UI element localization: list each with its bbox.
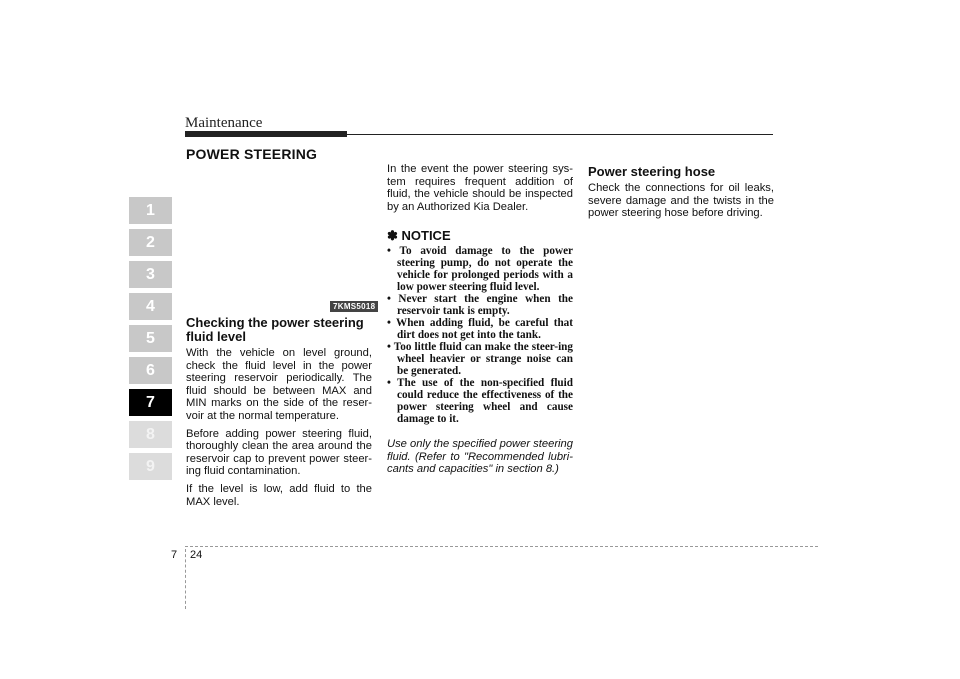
notice-list — [387, 245, 573, 425]
notice-item: • Too little fluid can make the steer-ing wheel heavier or strange noise can be generated. — [387, 340, 573, 377]
subheading-fluid-level: Checking the power steering fluid level — [186, 315, 364, 344]
section-title: POWER STEERING — [186, 146, 318, 162]
column-3 — [588, 165, 774, 225]
column-1 — [186, 316, 372, 513]
image-label: 7KMS5018 — [330, 301, 378, 312]
paragraph: Check the connections for oil leaks, severe damage and the twists in the power steering hose before driving. — [588, 182, 774, 220]
notice-item: • To avoid damage to the power steering pump, do not operate the vehicle for prolonged periods with a low power steering fluid level. — [387, 244, 573, 293]
chapter-tab-2[interactable]: 2 — [129, 229, 172, 256]
paragraph: With the vehicle on level ground, check the fluid level in the power steering reservoir periodically. The fluid should be between MAX and MIN marks on the side of the reser-voir at the normal temperature. — [186, 347, 372, 422]
chapter-tab-7[interactable]: 7 — [129, 389, 172, 416]
footer-rule — [185, 546, 818, 547]
footer-page-number: 24 — [190, 549, 203, 561]
chapter-tab-8[interactable]: 8 — [129, 421, 172, 448]
notice-item: • When adding fluid, be careful that dirt does not get into the tank. — [387, 316, 573, 341]
chapter-tabs — [129, 197, 172, 485]
paragraph: In the event the power steering sys-tem requires frequent addition of fluid, the vehicle should be inspected by an Authorized Kia Dealer. — [387, 163, 573, 213]
column-2 — [387, 163, 573, 481]
notice-item: • The use of the non-specified fluid could reduce the effectiveness of the power steering wheel and cause damage to it. — [387, 376, 573, 425]
chapter-tab-5[interactable]: 5 — [129, 325, 172, 352]
subheading-hose: Power steering hose — [588, 164, 716, 179]
chapter-tab-1[interactable]: 1 — [129, 197, 172, 224]
chapter-tab-6[interactable]: 6 — [129, 357, 172, 384]
paragraph: If the level is low, add fluid to the MAX level. — [186, 482, 372, 508]
header-rule-thin — [347, 134, 773, 135]
footer-divider — [185, 549, 186, 609]
notice-item: • Never start the engine when the reservoir tank is empty. — [387, 292, 573, 317]
header-rule-thick — [185, 131, 347, 137]
notice-title: ✽ NOTICE — [387, 228, 451, 244]
italic-note: Use only the specified power steering fluid. (Refer to "Recommended lubri-cants and capacities" in section 8.) — [387, 437, 573, 476]
chapter-tab-3[interactable]: 3 — [129, 261, 172, 288]
chapter-tab-4[interactable]: 4 — [129, 293, 172, 320]
paragraph: Before adding power steering fluid, thoroughly clean the area around the reservoir cap to prevent power steer-ing fluid contamination. — [186, 427, 372, 478]
header-title: Maintenance — [185, 115, 263, 131]
chapter-tab-9[interactable]: 9 — [129, 453, 172, 480]
footer-chapter-number: 7 — [171, 549, 178, 561]
